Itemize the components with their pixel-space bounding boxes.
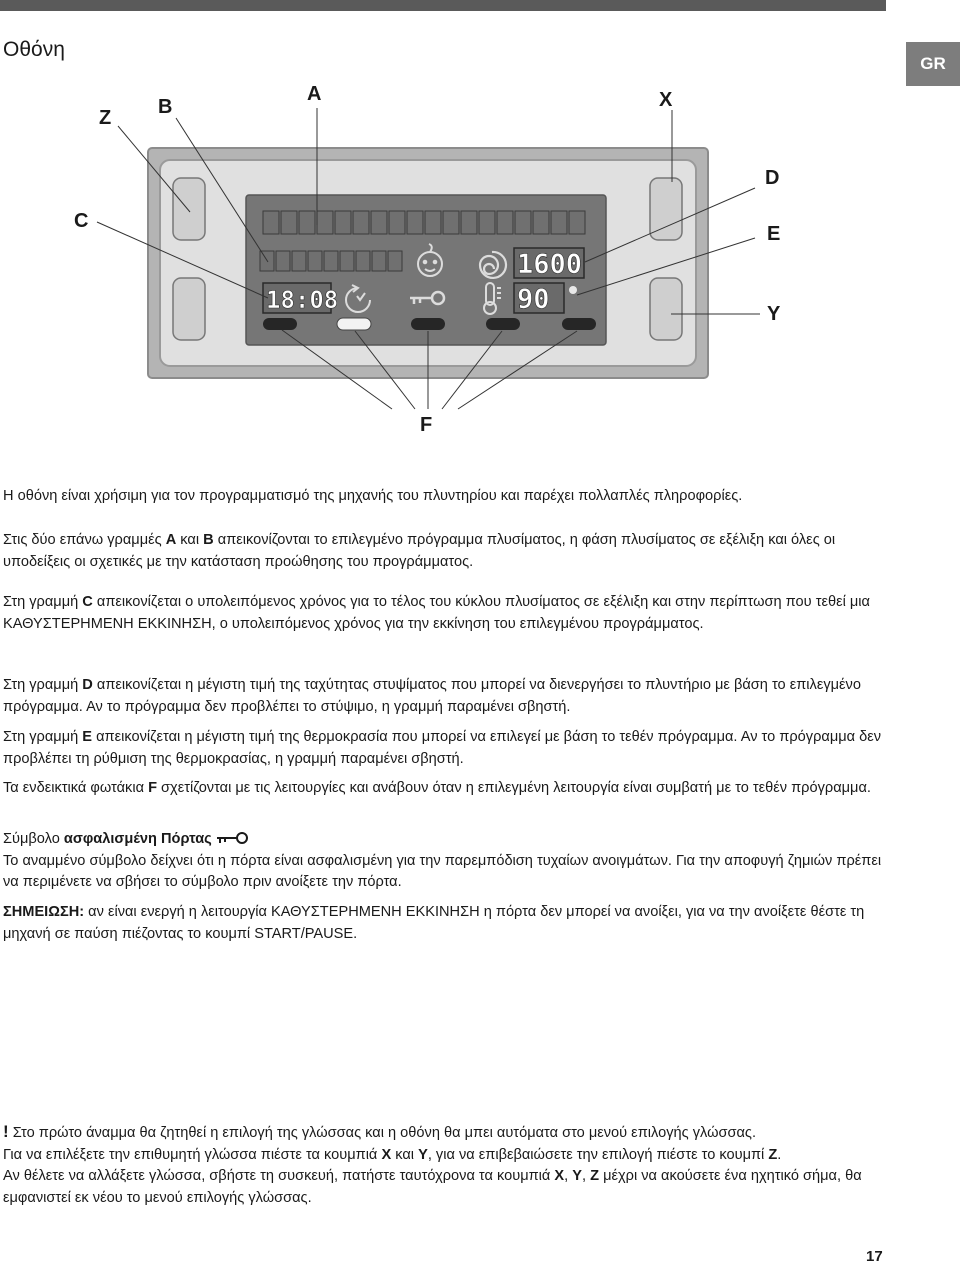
time-display-value: 18:08 <box>266 286 339 314</box>
spin-display-value: 1600 <box>517 249 583 280</box>
paragraph-door-lock: Σύμβολο ασφαλισμένη Πόρτας Το αναμμένο σύμβολο δείχνει ότι η πόρτα είναι ασφαλισμένη για την παρεμπόδιση τυχαίων ανοιγμάτων. Για την αποφυγή ζημιών πρέπει να περιμένετε να σβήσει το σύμβολο πριν ανοίξετε την πόρτα. <box>3 831 882 890</box>
button-z[interactable] <box>173 178 205 240</box>
line-b-grid <box>260 251 402 271</box>
label-c: C <box>74 210 89 232</box>
label-b: B <box>158 96 173 118</box>
paragraph-lights-f: Τα ενδεικτικά φωτάκια F σχετίζονται με τις λειτουργίες και ανάβουν όταν η επιλεγμένη λειτουργία είναι συμβατή με το τεθέν πρόγραμμα. <box>3 780 871 796</box>
indicator-light-5 <box>562 318 596 330</box>
button-y[interactable] <box>650 278 682 340</box>
label-a: A <box>307 83 322 105</box>
label-y: Y <box>767 303 781 325</box>
indicator-light-2 <box>337 318 371 330</box>
label-f: F <box>420 414 433 436</box>
button-c-side[interactable] <box>173 278 205 340</box>
label-e: E <box>767 223 781 245</box>
paragraph-intro: Η οθόνη είναι χρήσιμη για τον προγραμματισμό της μηχανής του πλυντηρίου και παρέχει πολλαπλές πληροφορίες. <box>3 488 743 504</box>
label-d: D <box>765 167 780 189</box>
temperature-display-value: 90 <box>517 284 550 315</box>
door-lock-key-icon-inline <box>216 831 248 845</box>
degree-dot <box>569 286 577 294</box>
button-x[interactable] <box>650 178 682 240</box>
top-bar <box>0 0 886 11</box>
paragraph-note-delay: ΣΗΜΕΙΩΣΗ: αν είναι ενεργή η λειτουργία ΚΑΘΥΣΤΕΡΗΜΕΝΗ ΕΚΚΙΝΗΣΗ η πόρτα δεν μπορεί να ανοίξει, για να την ανοίξετε θέστε τη μηχανή σε παύση πιέζοντας το κουμπί START/PAUSE. <box>3 904 865 942</box>
label-x: X <box>659 89 673 111</box>
paragraph-line-c: Στη γραμμή C απεικονίζεται ο υπολειπόμενος χρόνος για το τέλος του κύκλου πλυσίματος σε εξέλιξη και στην περίπτωση που τεθεί μια ΚΑΘΥΣΤΕΡΗΜΕΝΗ ΕΚΚΙΝΗΣΗ, ο υπολειπόμενος χρόνος για την εκκίνηση του επιλεγμένου προγράμματος. <box>3 594 870 632</box>
paragraph-language-note: ! Στο πρώτο άναμμα θα ζητηθεί η επιλογή της γλώσσας και η οθόνη θα μπει αυτόματα στο μενού επιλογής γλώσσας. Για να επιλέξετε την επιθυμητή γλώσσα πιέστε τα κουμπιά X και Y, για να επιβεβαιώσετε την επιλογή πιέστε το κουμπί Z. Αν θέλετε να αλλάξετε γλώσσα, σβήστε τη συσκευή, πατήστε ταυτόχρονα τα κουμπιά X, Y, Z μέχρι να ακούσετε ένα ηχητικό σήμα, θα εμφανιστεί εκ νέου το μενού επιλογής γλώσσας. <box>3 1122 862 1206</box>
paragraph-lines-ab: Στις δύο επάνω γραμμές A και B απεικονίζονται το επιλεγμένο πρόγραμμα πλυσίματος, η φάση πλυσίματος σε εξέλιξη και όλες οι υποδείξεις οι σχετικές με την κατάσταση προώθησης του προγράμματος. <box>3 532 836 570</box>
label-z: Z <box>99 107 112 129</box>
indicator-light-3 <box>411 318 445 330</box>
exclamation-icon: ! <box>3 1122 9 1141</box>
page-number: 17 <box>866 1248 883 1265</box>
page-title: Οθόνη <box>3 38 65 61</box>
paragraph-line-e: Στη γραμμή E απεικονίζεται η μέγιστη τιμή της θερμοκρασία που μπορεί να επιλεγεί με βάση το τεθέν πρόγραμμα. Αν το πρόγραμμα δεν προβλέπει τη ρύθμιση της θερμοκρασίας, η γραμμή παραμένει σβηστή. <box>3 729 882 767</box>
paragraph-line-d: Στη γραμμή D απεικονίζεται η μέγιστη τιμή της ταχύτητας στυψίματος που μπορεί να διενεργήσει το πλυντήριο με βάση το επιλεγμένο πρόγραμμα. Αν το πρόγραμμα δεν προβλέπει το στύψιμο, η γραμμή παραμένει σβηστή. <box>3 677 861 715</box>
display-diagram <box>0 60 960 450</box>
language-badge: GR <box>906 42 960 86</box>
indicator-light-1 <box>263 318 297 330</box>
indicator-light-4 <box>486 318 520 330</box>
